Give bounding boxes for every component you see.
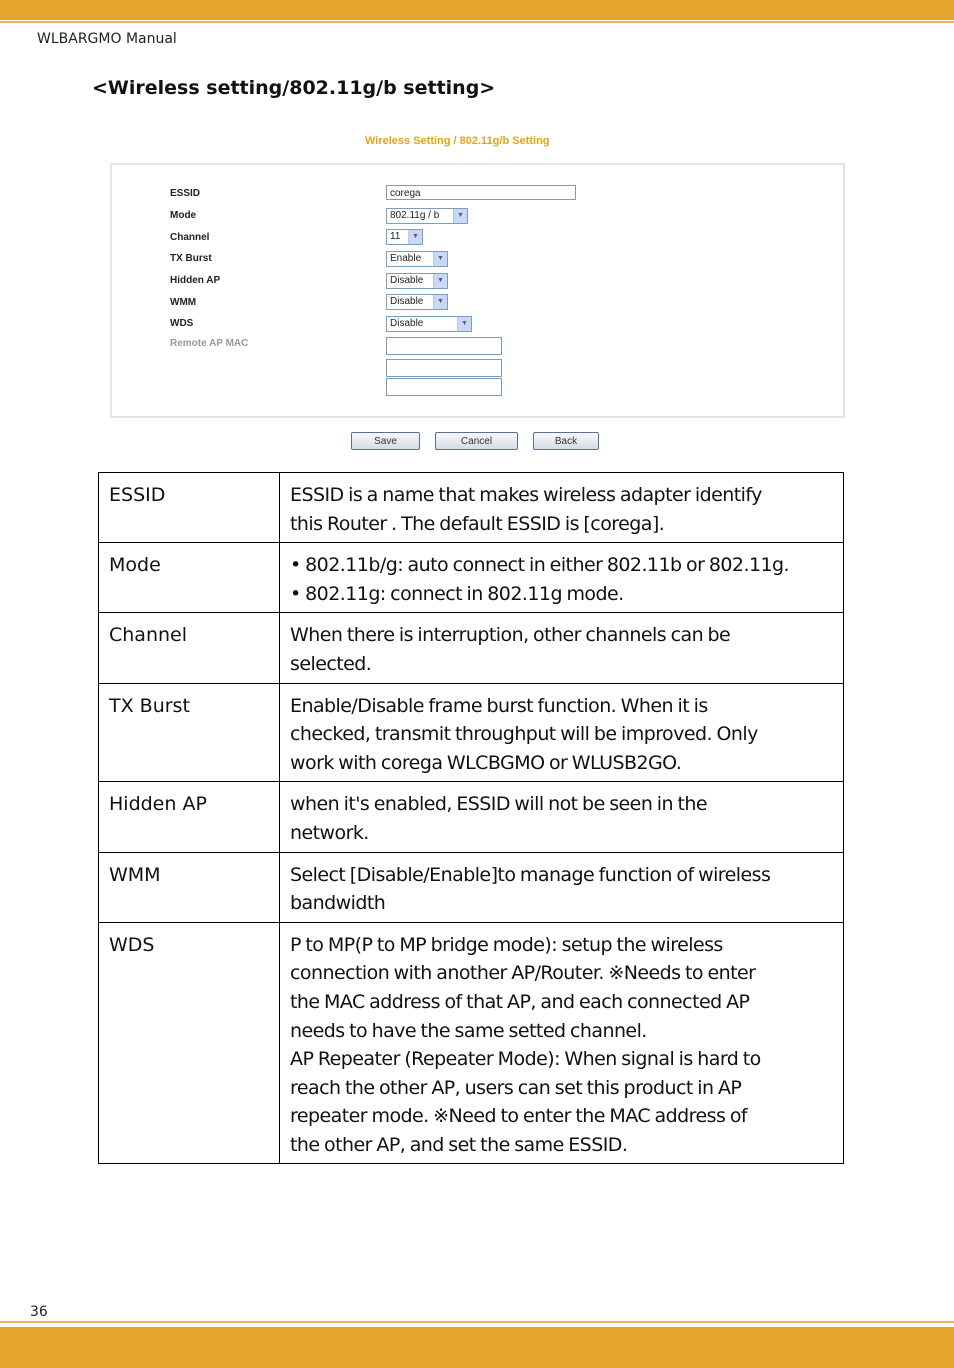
tx-burst-select[interactable] [386, 251, 448, 267]
setting-description [280, 543, 844, 613]
description-line: ESSID is a name that makes wireless adapter identify [290, 484, 762, 506]
remote-ap-mac-input-3[interactable] [386, 378, 502, 396]
wmm-select[interactable] [386, 294, 448, 310]
top-accent-line [0, 21, 954, 23]
screenshot-title: Wireless Setting / 802.11g/b Setting [365, 135, 550, 147]
tx-burst-label: TX Burst [170, 253, 212, 264]
bottom-accent-line [0, 1321, 954, 1323]
essid-input[interactable]: corega [386, 185, 576, 200]
hidden-ap-select[interactable] [386, 273, 448, 289]
setting-description [280, 852, 844, 922]
description-line: checked, transmit throughput will be improved. Only [290, 723, 758, 746]
table-row [99, 543, 844, 613]
wireless-settings-panel [110, 163, 845, 418]
setting-term: TX Burst [99, 683, 280, 782]
setting-term: Channel [99, 613, 280, 683]
channel-select[interactable] [386, 229, 423, 245]
essid-label: ESSID [170, 188, 201, 199]
description-line: • 802.11g: connect in 802.11g mode. [290, 582, 624, 605]
description-line: repeater mode. ※Need to enter the MAC address of [290, 1105, 748, 1128]
description-line: the other AP, and set the same ESSID. [290, 1133, 628, 1156]
mode-label: Mode [170, 210, 197, 221]
setting-term: Mode [99, 543, 280, 613]
chevron-down-icon[interactable]: ▼ [433, 295, 447, 309]
remote-ap-mac-input-1[interactable] [386, 337, 502, 355]
page-number: 36 [30, 1304, 48, 1320]
description-line: needs to have the same setted channel. [290, 1019, 647, 1042]
wds-select[interactable] [386, 316, 472, 332]
remote-ap-mac-label: Remote AP MAC [170, 338, 249, 349]
wds-select-value: Disable [390, 318, 424, 329]
chevron-down-icon[interactable]: ▼ [433, 252, 447, 266]
table-row [99, 613, 844, 683]
setting-description [280, 782, 844, 852]
description-line: P to MP(P to MP bridge mode): setup the wireless [290, 933, 723, 956]
setting-description [280, 613, 844, 683]
manual-title: WLBARGMO Manual [37, 31, 177, 47]
description-line: work with corega WLCBGMO or WLUSB2GO. [290, 751, 682, 774]
channel-select-value: 11 [390, 231, 401, 242]
setting-term: Hidden AP [99, 782, 280, 852]
setting-term: WDS [99, 922, 280, 1164]
setting-description [280, 473, 844, 543]
wmm-label: WMM [170, 297, 197, 308]
chevron-down-icon[interactable]: ▼ [408, 230, 422, 244]
table-row [99, 782, 844, 852]
hidden-ap-select-value: Disable [390, 275, 424, 286]
setting-description [280, 683, 844, 782]
description-line: the MAC address of that AP, and each connected AP [290, 990, 750, 1013]
bottom-accent-bar [0, 1327, 954, 1368]
setting-term: WMM [99, 852, 280, 922]
description-line: Enable/Disable frame burst function. When it is [290, 694, 708, 717]
description-line: reach the other AP, users can set this product in AP [290, 1076, 742, 1099]
description-line: network. [290, 821, 369, 844]
description-line: When there is interruption, other channels can be [290, 624, 731, 647]
wds-label: WDS [170, 318, 194, 329]
save-button[interactable]: Save [351, 432, 420, 450]
description-line: when it's enabled, ESSID will not be seen in the [290, 793, 708, 816]
tx-burst-select-value: Enable [390, 253, 422, 264]
back-button[interactable]: Back [533, 432, 599, 450]
chevron-down-icon[interactable]: ▼ [453, 209, 467, 223]
remote-ap-mac-input-2[interactable] [386, 359, 502, 377]
wmm-select-value: Disable [390, 296, 424, 307]
chevron-down-icon[interactable]: ▼ [457, 317, 471, 331]
description-line: selected. [290, 652, 372, 675]
settings-description-table [98, 472, 844, 1164]
table-row [99, 852, 844, 922]
chevron-down-icon[interactable]: ▼ [433, 274, 447, 288]
description-line: AP Repeater (Repeater Mode): When signal is hard to [290, 1048, 761, 1071]
setting-term: ESSID [99, 473, 280, 543]
mode-select[interactable] [386, 208, 468, 224]
setting-description [280, 922, 844, 1164]
table-row [99, 683, 844, 782]
mode-select-value: 802.11g / b [390, 210, 440, 221]
description-line: bandwidth [290, 892, 386, 915]
channel-label: Channel [170, 232, 210, 243]
description-line: this Router . The default ESSID is [corega]. [290, 512, 665, 535]
cancel-button[interactable]: Cancel [435, 432, 518, 450]
table-row [99, 473, 844, 543]
top-accent-bar [0, 0, 954, 20]
description-line: connection with another AP/Router. ※Needs to enter [290, 962, 756, 985]
description-line: Select [Disable/Enable]to manage function of wireless [290, 863, 771, 886]
table-row [99, 922, 844, 1164]
section-title: <Wireless setting/802.11g/b setting> [92, 77, 496, 99]
hidden-ap-label: Hidden AP [170, 275, 221, 286]
description-line: • 802.11b/g: auto connect in either 802.11b or 802.11g. [290, 554, 790, 577]
